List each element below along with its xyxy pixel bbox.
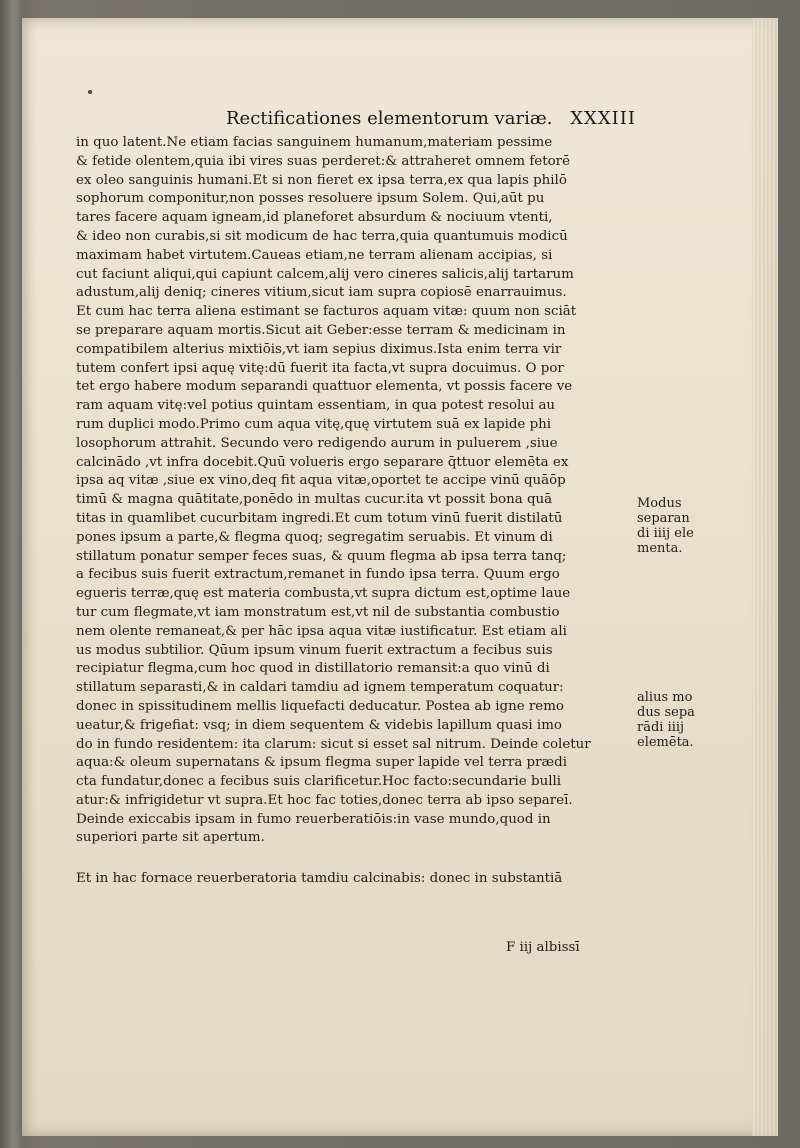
margin-note-line: alius mo: [637, 690, 693, 705]
text-line: Et cum hac terra aliena estimant se facturos aquam vitæ: quum non sciāt: [76, 304, 577, 320]
text-line: cta fundatur,donec a fecibus suis clarificetur.Hoc facto:secundarie bulli: [76, 774, 562, 790]
text-line: us modus subtilior. Qūum ipsum vinum fuerit extractum a fecibus suis: [76, 642, 553, 658]
text-line: timū & magna quātitate,ponēdo in multas cucur.ita vt possit bona quā: [76, 492, 553, 508]
text-line: in quo latent.Ne etiam facias sanguinem humanum,materiam pessime: [76, 135, 553, 150]
text-line: ram aquam vitę:vel potius quintam essentiam, in qua potest resolui au: [76, 398, 556, 414]
text-line: tet ergo habere modum separandi quattuor elementa, vt possis facere ve: [76, 379, 573, 395]
text-line: superiori parte sit apertum.: [76, 830, 265, 846]
text-line: rum duplici modo.Primo cum aqua vitę,quę virtutem suā ex lapide phi: [76, 416, 552, 432]
running-head-title: Rectificationes elementorum variæ.: [226, 108, 553, 129]
text-line: egueris terræ,quę est materia combusta,vt supra dictum est,optime laue: [76, 586, 571, 602]
text-line: ueatur,& frigefiat: vsq; in diem sequentem & videbis lapillum quasi imo: [76, 717, 562, 733]
margin-note: [637, 496, 694, 556]
text-line: stillatum separasti,& in caldari tamdiu ad ignem temperatum coquatur:: [76, 680, 564, 696]
text-line: Deinde exiccabis ipsam in fumo reuerberatiōis:in vase mundo,quod in: [76, 811, 551, 827]
text-line: nem olente remaneat,& per hāc ipsa aqua vitæ iustificatur. Est etiam ali: [76, 623, 567, 639]
text-line: aqua:& oleum supernatans & ipsum flegma super lapide vel terra prædi: [76, 755, 567, 771]
folio-number: XXXIII: [570, 108, 636, 129]
text-line: tutem confert ipsi aquę vitę:dū fuerit ita facta,vt supra docuimus. O por: [76, 360, 564, 376]
text-line: ipsa aq vitæ ,siue ex vino,deq fit aqua vitæ,oportet te accipe vinū quāōp: [76, 473, 566, 489]
margin-note-line: separan: [637, 511, 690, 526]
text-line: & fetide olentem,quia ibi vires suas perderet:& attraheret omnem fetorē: [76, 153, 570, 169]
text-line: a fecibus suis fuerit extractum,remanet in fundo ipsa terra. Quum ergo: [76, 567, 560, 583]
margin-note-line: di iiij ele: [637, 526, 694, 541]
text-line: recipiatur flegma,cum hoc quod in distillatorio remansit:a quo vinū di: [76, 661, 550, 677]
ink-dot: [88, 90, 92, 94]
margin-note-line: dus sepa: [637, 705, 695, 720]
paragraph-gap: [76, 848, 636, 870]
text-line: tur cum flegmate,vt iam monstratum est,vt nil de substantia combustio: [76, 604, 560, 620]
margin-note: [637, 690, 695, 750]
text-line: sophorum componitur,non posses resoluere ipsum Solem. Qui,aūt pu: [76, 191, 545, 207]
final-text-line: Et in hac fornace reuerberatoria tamdiu calcinabis: donec in substantiā: [76, 871, 563, 887]
text-line: stillatum ponatur semper feces suas, & quum flegma ab ipsa terra tanq;: [76, 548, 567, 564]
running-head: [226, 108, 636, 134]
margin-note-line: rādi iiij: [637, 720, 685, 735]
text-line: compatibilem alterius mixtiōis,vt iam sepius diximus.Ista enim terra vir: [76, 341, 562, 357]
text-line: tares facere aquam igneam,id planeforet absurdum & nociuum vtenti,: [76, 210, 553, 226]
text-line: titas in quamlibet cucurbitam ingredi.Et cum totum vinū fuerit distilatū: [76, 510, 563, 526]
margin-note-line: Modus: [637, 496, 682, 511]
margin-note-line: menta.: [637, 541, 683, 556]
text-line: losophorum attrahit. Secundo vero redigendo aurum in puluerem ,siue: [76, 435, 558, 451]
text-line: do in fundo residentem: ita clarum: sicut si esset sal nitrum. Deinde coletur: [76, 736, 591, 752]
text-line: maximam habet virtutem.Caueas etiam,ne terram alienam accipias, si: [76, 247, 553, 263]
body-text: [76, 134, 636, 889]
margin-note-line: elemēta.: [637, 735, 694, 750]
text-line: pones ipsum a parte,& flegma quoq; segregatim seruabis. Et vinum di: [76, 529, 553, 545]
text-line: calcinādo ,vt infra docebit.Quū volueris ergo separare q̄ttuor elemēta ex: [76, 454, 569, 470]
text-line: se preparare aquam mortis.Sicut ait Geber:esse terram & medicinam in: [76, 322, 566, 338]
text-line: & ideo non curabis,si sit modicum de hac terra,quia quantumuis modicū: [76, 228, 568, 244]
text-line: ex oleo sanguinis humani.Et si non fieret ex ipsa terra,ex qua lapis philō: [76, 172, 567, 188]
text-line: adustum,alij deniq; cineres vitium,sicut iam supra copiosē enarrauimus.: [76, 285, 567, 301]
text-line: donec in spissitudinem mellis liquefacti deducatur. Postea ab igne remo: [76, 698, 564, 714]
catchword: F iij albissī: [506, 940, 580, 955]
page-edge: [752, 18, 778, 1136]
text-line: atur:& infrigidetur vt supra.Et hoc fac toties,donec terra ab ipso separeī.: [76, 792, 573, 808]
text-line: cut faciunt aliqui,qui capiunt calcem,alij vero cineres salicis,alij tartarum: [76, 266, 574, 282]
